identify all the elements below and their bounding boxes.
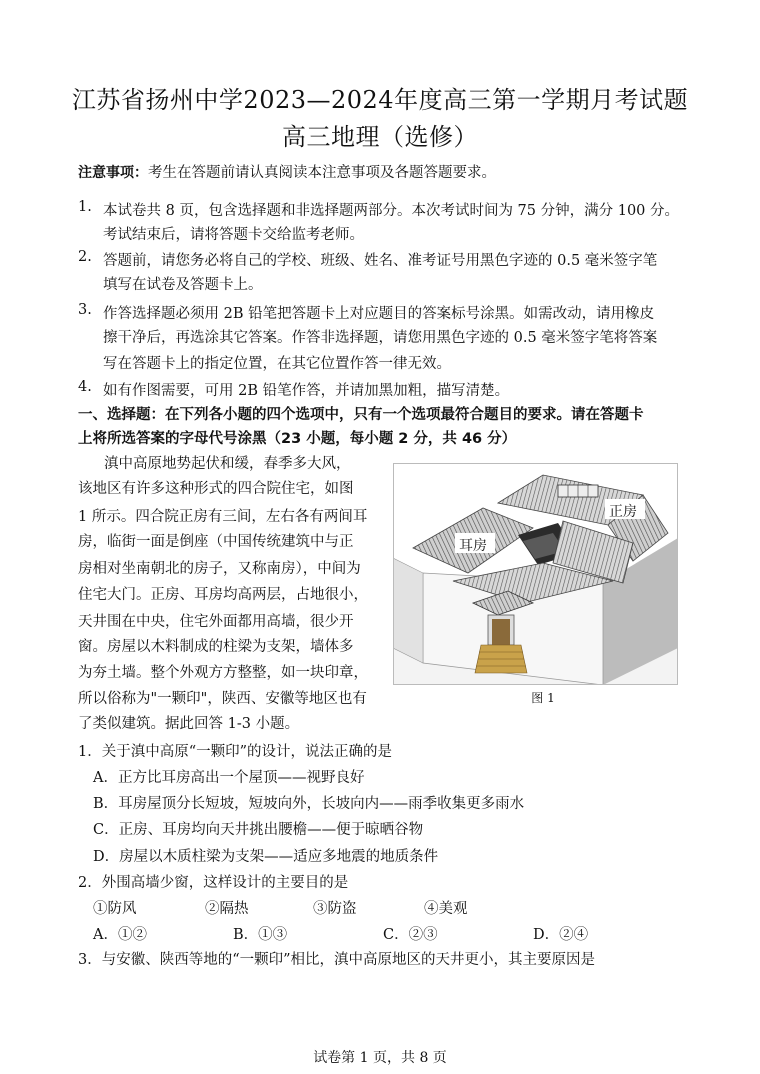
passage-line-7: 天井围在中央，住宅外面都用高墙，很少开 — [78, 614, 354, 630]
question-1-option-c: C．正房、耳房均向天井挑出腰檐——便于晾晒谷物 — [93, 822, 424, 838]
notice-label: 注意事项： — [78, 165, 148, 181]
passage-line-6: 住宅大门。正房、耳房均高两层，占地很小， — [78, 587, 368, 603]
question-2-stem: 2．外围高墙少窗，这样设计的主要目的是 — [78, 875, 349, 891]
rule-2-line-1: 答题前，请您务必将自己的学校、班级、姓名、准考证号用黑色字迹的 0.5 毫米签字笔 — [103, 253, 658, 269]
question-2-item-3: ③防盗 — [313, 901, 357, 917]
rule-3-num: 3. — [78, 302, 92, 318]
question-2-item-4: ④美观 — [424, 901, 468, 917]
passage-line-2: 该地区有许多这种形式的四合院住宅，如图 — [78, 481, 354, 497]
passage-line-10: 所以俗称为"一颗印"，陕西、安徽等地区也有 — [78, 691, 367, 707]
passage-line-9: 为夯土墙。整个外观方方整整，如一块印章， — [78, 665, 368, 681]
rule-3-line-2: 擦干净后，再选涂其它答案。作答非选择题，请您用黑色字迹的 0.5 毫米签字笔将答案 — [103, 330, 658, 346]
figure-label-side-room: 耳房 — [459, 538, 487, 554]
rule-2-num: 2. — [78, 249, 92, 265]
passage-line-3: 1 所示。四合院正房有三间，左右各有两间耳 — [78, 509, 368, 525]
exam-subtitle: 高三地理（选修） — [282, 123, 478, 151]
question-2-item-1: ①防风 — [93, 901, 137, 917]
notice-text: 考生在答题前请认真阅读本注意事项及各题答题要求。 — [148, 165, 496, 181]
question-1-option-b: B．耳房屋顶分长短坡，短坡向外，长坡向内——雨季收集更多雨水 — [93, 796, 525, 812]
passage-line-1: 滇中高原地势起伏和缓，春季多大风， — [104, 456, 351, 472]
rule-3-line-3: 写在答题卡上的指定位置，在其它位置作答一律无效。 — [103, 356, 451, 372]
rule-2-line-2: 填写在试卷及答题卡上。 — [103, 277, 263, 293]
passage-line-4: 房，临街一面是倒座（中国传统建筑中与正 — [78, 534, 354, 550]
question-1-option-d: D．房屋以木质柱梁为支架——适应多地震的地质条件 — [93, 849, 439, 865]
section-heading-line-1: 一、选择题：在下列各小题的四个选项中，只有一个选项最符合题目的要求。请在答题卡 — [78, 407, 644, 423]
rule-4-num: 4. — [78, 379, 92, 395]
question-2-option-a: A．①② — [93, 927, 147, 943]
question-2-option-d: D．②④ — [533, 927, 589, 943]
passage-line-8: 窗。房屋以木料制成的柱梁为支架，墙体多 — [78, 639, 354, 655]
question-1-option-a: A．正方比耳房高出一个屋顶——视野良好 — [93, 770, 365, 786]
figure-label-main-hall: 正房 — [609, 504, 637, 520]
rule-1-line-2: 考试结束后，请将答题卡交给监考老师。 — [103, 227, 364, 243]
section-heading-line-2: 上将所选答案的字母代号涂黑（23 小题，每小题 2 分，共 46 分） — [78, 431, 517, 447]
question-3-stem: 3．与安徽、陕西等地的“一颗印”相比，滇中高原地区的天井更小，其主要原因是 — [78, 952, 596, 968]
rule-1-line-1: 本试卷共 8 页，包含选择题和非选择题两部分。本次考试时间为 75 分钟，满分 100 分。 — [103, 203, 680, 219]
question-2-option-b: B．①③ — [233, 927, 288, 943]
figure-caption: 图 1 — [531, 691, 555, 705]
notice-line — [78, 161, 496, 182]
question-2-item-2: ②隔热 — [205, 901, 249, 917]
rule-1-num: 1. — [78, 199, 92, 215]
page-footer: 试卷第 1 页，共 8 页 — [313, 1050, 447, 1066]
courtyard-house-figure — [393, 463, 678, 685]
courtyard-house-illustration — [393, 463, 678, 685]
rule-3-line-1: 作答选择题必须用 2B 铅笔把答题卡上对应题目的答案标号涂黑。如需改动，请用橡皮 — [103, 306, 655, 322]
rule-4-line-1: 如有作图需要，可用 2B 铅笔作答，并请加黑加粗，描写清楚。 — [103, 383, 510, 399]
exam-title: 江苏省扬州中学2023—2024年度高三第一学期月考试题 — [71, 86, 689, 114]
question-1-stem: 1．关于滇中高原“一颗印”的设计，说法正确的是 — [78, 744, 393, 760]
passage-line-11: 了类似建筑。据此回答 1-3 小题。 — [78, 716, 300, 732]
question-2-option-c: C．②③ — [383, 927, 438, 943]
passage-line-5: 房相对坐南朝北的房子，又称南房），中间为 — [78, 561, 361, 577]
